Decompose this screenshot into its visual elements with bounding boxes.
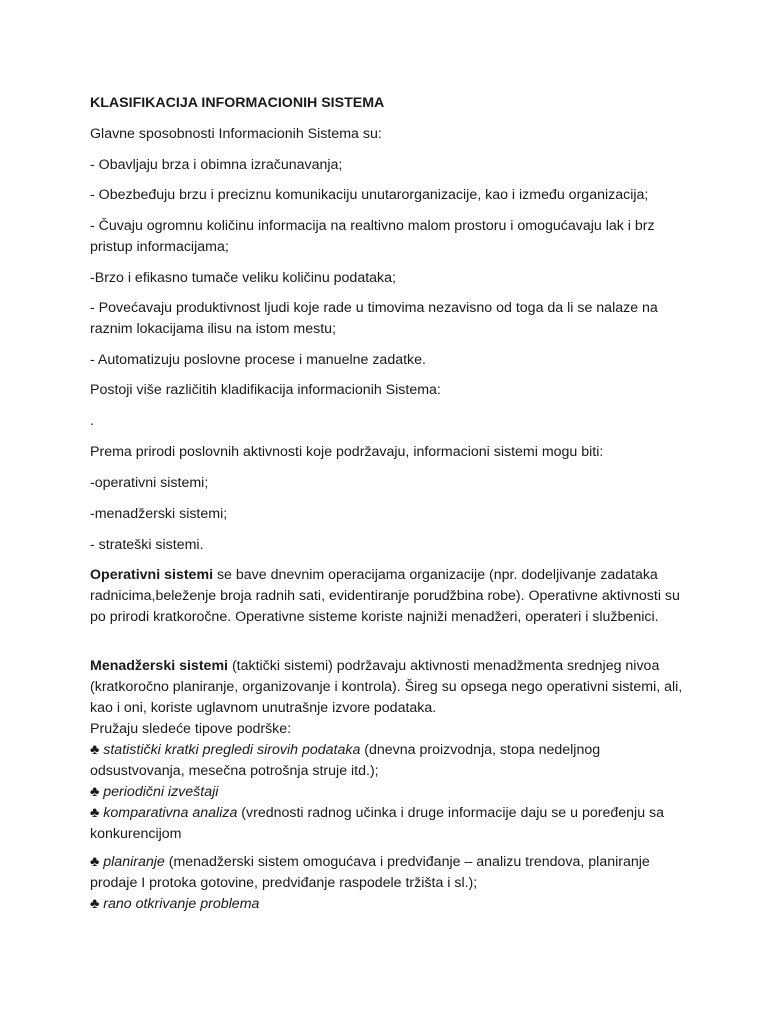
planiranje-paragraph [90,852,690,915]
capability-3-line-1: - Čuvaju ogromnu količinu informacija na realtivno malom prostoru i omogućavaju lak i brz [90,218,655,234]
capability-3 [90,216,690,258]
support-statisticki-text-2: odsustvovanja, mesečna potrošnja struje itd.); [90,763,379,779]
support-rano-otkrivanje: rano otkrivanje problema [103,896,260,912]
intro-line: Glavne sposobnosti Informacionih Sistema su: [90,126,382,142]
menadzerski-paragraph [90,656,690,845]
support-intro: Pružaju sledeće tipove podrške: [90,721,292,737]
capability-2: - Obezbeđuju brzu i preciznu komunikaciju unutarorganizacije, kao i između organizacija; [90,187,649,203]
club-bullet-icon: ♣ [90,742,100,758]
support-komparativna-text-2: konkurencijom [90,826,182,842]
support-statisticki: statistički kratki pregledi sirovih podataka [103,742,361,758]
menadzerski-text-2: (kratkoročno planiranje, organizovanje i kontrola). Šireg su opsega nego operativni sistemi, ali, [90,679,683,695]
support-planiranje: planiranje [103,854,165,870]
menadzerski-text-1: (taktički sistemi) podržavaju aktivnosti menadžmenta srednjeg nivoa [228,658,660,674]
operativni-text-2: radnicima,beleženje broja radnih sati, evidentiranje porudžbina robe). Operativne aktivnosti su [90,588,680,604]
support-komparativna-text: (vrednosti radnog učinka i druge informacije daju se u poređenju sa [237,805,665,821]
operativni-paragraph [90,565,690,628]
operativni-text-3: po prirodi kratkoročne. Operativne sisteme koriste najniži menadžeri, operateri i službenici. [90,609,659,625]
classification-intro: Postoji više različitih kladifikacija informacionih Sistema: [90,382,441,398]
capability-1: - Obavljaju brza i obimna izračunavanja; [90,157,343,173]
capability-5-line-2: raznim lokacijama ilisu na istom mestu; [90,321,336,337]
type-strateski: - strateški sistemi. [90,537,204,553]
club-bullet-icon: ♣ [90,784,100,800]
club-bullet-icon: ♣ [90,805,100,821]
support-planiranje-text-2: prodaje I protoka gotovine, predviđanje raspodele tržišta i sl.); [90,875,478,891]
operativni-text-1: se bave dnevnim operacijama organizacije (npr. dodeljivanje zadataka [213,567,658,583]
type-operativni: -operativni sistemi; [90,475,209,491]
support-statisticki-text: (dnevna proizvodnja, stopa nedeljnog [360,742,601,758]
club-bullet-icon: ♣ [90,854,100,870]
support-periodicni: periodični izveštaji [103,784,219,800]
menadzerski-text-3: kao i oni, koriste uglavnom unutrašnje izvore podataka. [90,700,437,716]
type-menadzerski: -menadžerski sistemi; [90,506,228,522]
menadzerski-term: Menadžerski sistemi [90,658,228,674]
support-komparativna: komparativna analiza [103,805,238,821]
document-heading: KLASIFIKACIJA INFORMACIONIH SISTEMA [90,95,385,111]
capability-6: - Automatizuju poslovne procese i manuelne zadatke. [90,352,426,368]
support-planiranje-text: (menadžerski sistem omogućava i predviđanje – analizu trendova, planiranje [164,854,650,870]
capability-5-line-1: - Povećavaju produktivnost ljudi koje rade u timovima nezavisno od toga da li se nalaze na [90,300,658,316]
capability-4: -Brzo i efikasno tumače veliku količinu podataka; [90,270,396,286]
club-bullet-icon: ♣ [90,896,100,912]
capability-5 [90,298,690,340]
separator-dot: . [90,413,94,429]
capability-3-line-2: pristup informacijama; [90,239,229,255]
operativni-term: Operativni sistemi [90,567,214,583]
types-intro: Prema prirodi poslovnih aktivnosti koje podržavaju, informacioni sistemi mogu biti: [90,444,604,460]
